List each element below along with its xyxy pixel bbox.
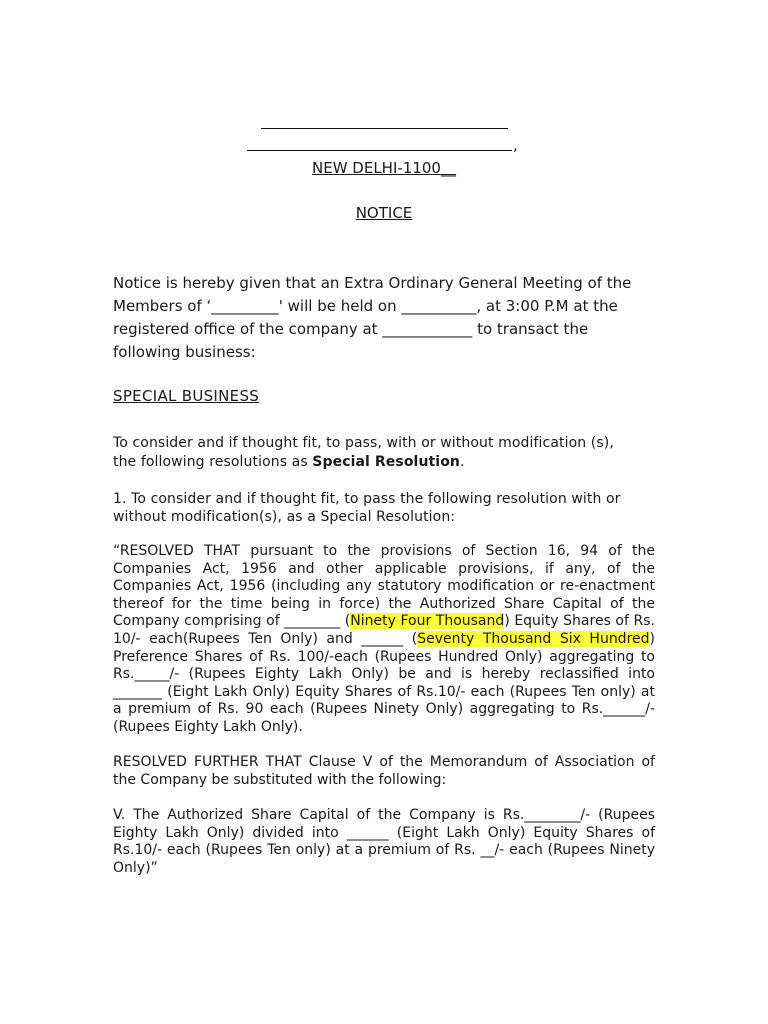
special-business-heading: SPECIAL BUSINESS xyxy=(113,387,260,405)
intro-line: Notice is hereby given that an Extra Ordinary General Meeting of the xyxy=(113,274,632,292)
resolved-further-paragraph: RESOLVED FURTHER THAT Clause V of the Memorandum of Association of the Company be substituted with the following: xyxy=(113,754,655,788)
consider-paragraph xyxy=(113,434,655,472)
item1-line: 1. To consider and if thought fit, to pass the following resolution with or xyxy=(113,491,621,507)
intro-line: following business: xyxy=(113,343,256,361)
item1-paragraph xyxy=(113,491,655,526)
blank-line-company-name xyxy=(261,128,508,129)
address-trailing-comma: , xyxy=(513,136,518,154)
intro-line: registered office of the company at ____________ to transact the xyxy=(113,320,589,338)
consider-line: the following resolutions as Special Resolution. xyxy=(113,454,465,470)
consider-line: To consider and if thought fit, to pass, with or without modification (s), xyxy=(113,435,614,451)
special-resolution-bold: Special Resolution xyxy=(312,454,460,470)
blank-line-address xyxy=(247,150,512,151)
highlight-seventy-thousand-six-hundred: Seventy Thousand Six Hundred xyxy=(417,630,650,647)
highlight-ninety-four-thousand: Ninety Four Thousand xyxy=(350,613,505,630)
intro-line: Members of ‘_________' will be held on __________, at 3:00 P.M at the xyxy=(113,297,618,315)
intro-paragraph xyxy=(113,272,655,364)
address-city-line: NEW DELHI-1100__ xyxy=(312,159,456,177)
clause-v-paragraph: V. The Authorized Share Capital of the Company is Rs.________/- (Rupees Eighty Lakh Only) divided into ______ (Eight Lakh Only) Equity Shares of Rs.10/- each (Rupees Ten only) at a premium of Rs. __/- each (Rupees Ninety Only)” xyxy=(113,807,655,876)
item1-line: without modification(s), as a Special Resolution: xyxy=(113,508,456,525)
notice-title: NOTICE xyxy=(355,204,413,222)
resolution-paragraph: “RESOLVED THAT pursuant to the provisions of Section 16, 94 of the Companies Act, 1956 and other applicable provisions, if any, of the Companies Act, 1956 (including any statutory modification or re-enactment thereof for the time being in force) the Authorized Share Capital of the Company comprising of ________ (Ninety Four Thousand) Equity Shares of Rs. 10/- each(Rupees Ten Only) and ______ (Seventy Thousand Six Hundred) Preference Shares of Rs. 100/-each (Rupees Hundred Only) aggregating to Rs._____/- (Rupees Eighty Lakh Only) be and is hereby reclassified into _______ (Eight Lakh Only) Equity Shares of Rs.10/- each (Rupees Ten only) at a premium of Rs. 90 each (Rupees Ninety Only) aggregating to Rs.______/- (Rupees Eighty Lakh Only). xyxy=(113,543,655,735)
